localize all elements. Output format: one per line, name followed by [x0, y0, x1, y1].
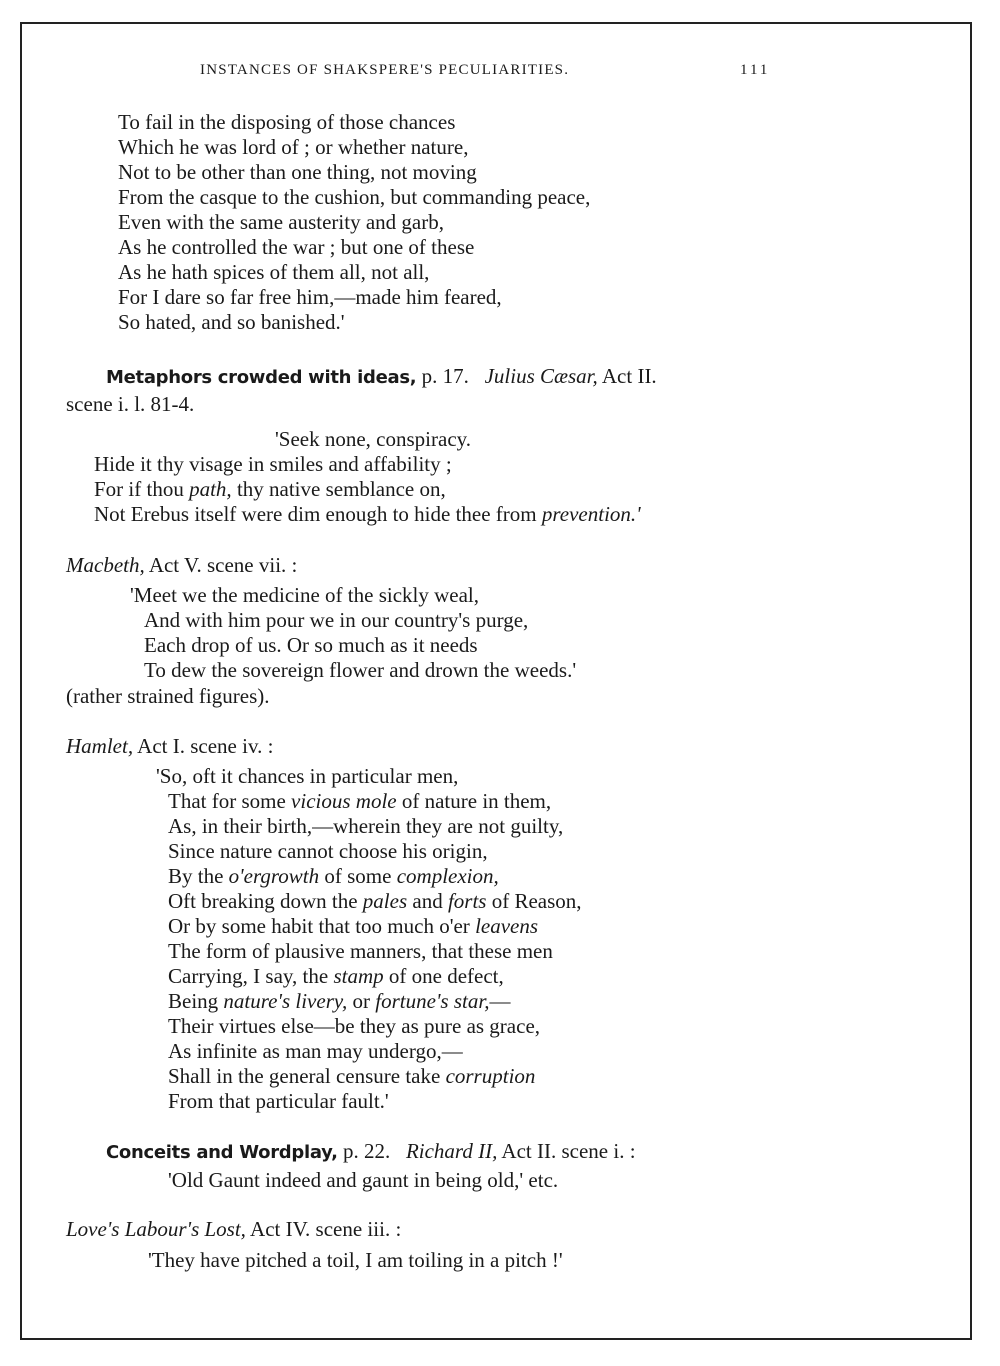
quote-line: And with him pour we in our country's purge, — [144, 608, 529, 632]
verse-line: As he controlled the war ; but one of these — [118, 235, 475, 259]
play-title: Richard II, — [405, 1139, 498, 1163]
section-heading: Conceits and Wordplay, — [106, 1142, 338, 1163]
verse-line: To fail in the disposing of those chances — [118, 110, 456, 134]
quote-line: From that particular fault.' — [168, 1089, 389, 1113]
scene-reference: scene i. l. 81-4. — [66, 392, 195, 416]
page-reference: p. 17. — [421, 364, 469, 388]
quote-line: Their virtues else—be they as pure as grace, — [168, 1014, 541, 1038]
verse-line: From the casque to the cushion, but commanding peace, — [118, 185, 591, 209]
verse-line: Not to be other than one thing, not moving — [118, 160, 477, 184]
macbeth-reference: Macbeth, Act V. scene vii. : — [66, 553, 298, 577]
annotation-note: (rather strained figures). — [66, 684, 270, 708]
quote-line: Shall in the general censure take corruption — [168, 1064, 536, 1088]
verse-line: For I dare so far free him,—made him feared, — [118, 285, 502, 309]
header-title: INSTANCES OF SHAKSPERE'S PECULIARITIES. — [200, 62, 570, 78]
play-title: Love's Labour's Lost, — [66, 1217, 246, 1241]
emphasis: path, — [189, 477, 232, 501]
quote-line: By the o'ergrowth of some complexion, — [168, 864, 499, 888]
metaphors-heading-line — [106, 364, 657, 390]
quote-line: To dew the sovereign flower and drown the weeds.' — [144, 658, 577, 682]
quote-line: For if thou path, thy native semblance on, — [94, 477, 446, 501]
quote-line: 'Meet we the medicine of the sickly weal, — [130, 583, 479, 607]
quote-line: That for some vicious mole of nature in them, — [168, 789, 552, 813]
verse-line: Which he was lord of ; or whether nature, — [118, 135, 469, 159]
loves-labour-reference: Love's Labour's Lost, Act IV. scene iii. : — [66, 1217, 402, 1241]
quote-line: 'Seek none, conspiracy. — [275, 427, 472, 451]
quote-line: Or by some habit that too much o'er leavens — [168, 914, 539, 938]
verse-line: Even with the same austerity and garb, — [118, 210, 444, 234]
page-reference: p. 22. — [342, 1139, 391, 1163]
quote-line: Oft breaking down the pales and forts of Reason, — [168, 889, 582, 913]
quote-line: As, in their birth,—wherein they are not guilty, — [168, 814, 564, 838]
play-title: Macbeth, — [66, 553, 145, 577]
quote-line: Not Erebus itself were dim enough to hide thee from prevention.' — [94, 502, 641, 526]
verse-line: As he hath spices of them all, not all, — [118, 260, 430, 284]
quote-line: The form of plausive manners, that these men — [168, 939, 553, 963]
act-reference: Act II. — [601, 364, 657, 388]
quote-line: Hide it thy visage in smiles and affability ; — [94, 452, 452, 476]
quote-line: 'They have pitched a toil, I am toiling in a pitch !' — [148, 1248, 563, 1272]
page-number: 111 — [740, 62, 771, 78]
play-title: Julius Cæsar, — [484, 364, 598, 388]
quote-line: 'Old Gaunt indeed and gaunt in being old,' etc. — [168, 1168, 559, 1192]
quote-line: As infinite as man may undergo,— — [168, 1039, 463, 1063]
quote-line: 'So, oft it chances in particular men, — [156, 764, 459, 788]
quote-line: Since nature cannot choose his origin, — [168, 839, 488, 863]
quote-line: Each drop of us. Or so much as it needs — [144, 633, 478, 657]
verse-line: So hated, and so banished.' — [118, 310, 345, 334]
hamlet-reference: Hamlet, Act I. scene iv. : — [66, 734, 274, 758]
act-reference: Act II. scene i. : — [497, 1139, 636, 1163]
section-heading: Metaphors crowded with ideas, — [106, 367, 417, 388]
quote-line: Being nature's livery, or fortune's star,— — [168, 989, 511, 1013]
emphasis: prevention.' — [541, 502, 641, 526]
play-title: Hamlet, — [66, 734, 134, 758]
conceits-heading-line — [106, 1139, 636, 1165]
quote-line: Carrying, I say, the stamp of one defect, — [168, 964, 504, 988]
